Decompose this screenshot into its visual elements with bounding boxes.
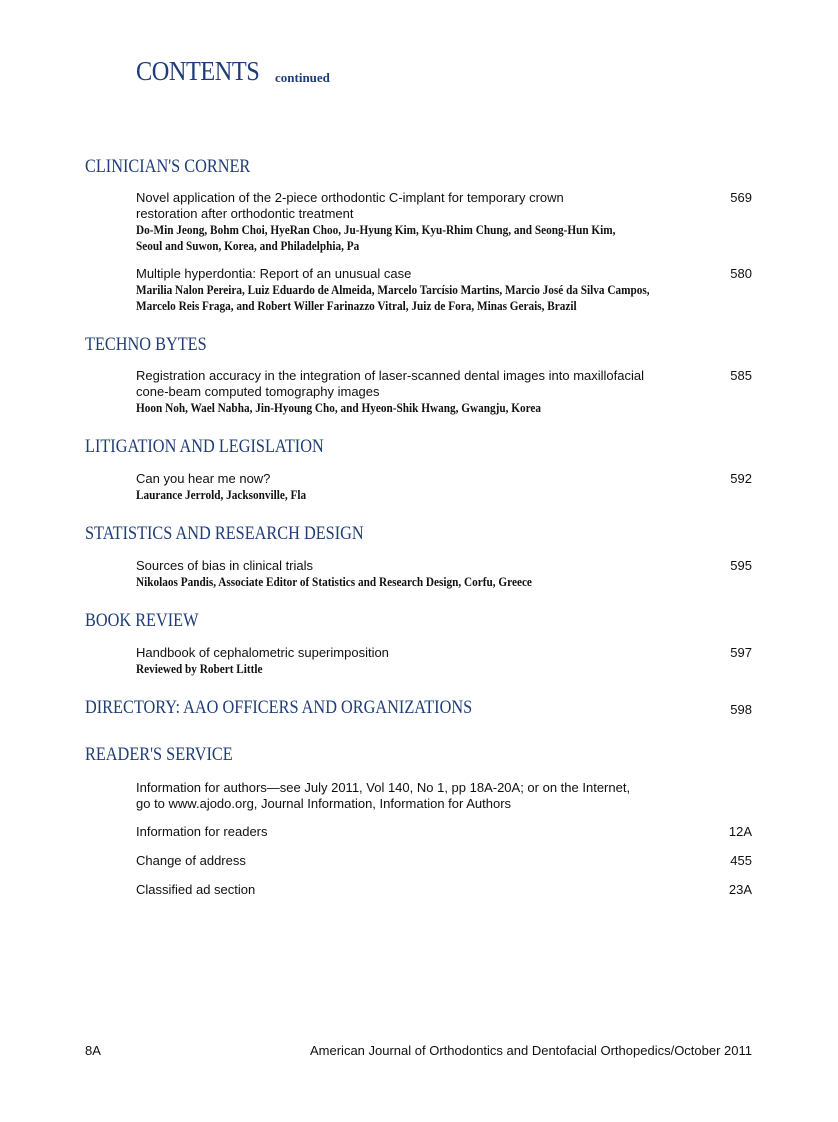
entry-title: Handbook of cephalometric superimposition bbox=[136, 645, 389, 660]
entry-authors: Reviewed by Robert Little bbox=[136, 662, 263, 676]
entry-title: Information for authors—see July 2011, Vol 140, No 1, pp 18A-20A; or on the Internet, bbox=[136, 780, 631, 795]
toc-entry bbox=[136, 853, 752, 869]
entry-authors: Marcelo Reis Fraga, and Robert Willer Farinazzo Vitral, Juiz de Fora, Minas Gerais, Brazil bbox=[136, 299, 577, 313]
entry-title: Registration accuracy in the integration of laser-scanned dental images into maxillofacial bbox=[136, 368, 644, 383]
section-heading: LITIGATION AND LEGISLATION bbox=[85, 437, 324, 457]
section-heading: TECHNO BYTES bbox=[85, 335, 207, 355]
toc-entry bbox=[136, 471, 752, 503]
page-number: 598 bbox=[730, 702, 752, 717]
section-heading: CLINICIAN'S CORNER bbox=[85, 157, 251, 177]
section-heading: DIRECTORY: AAO OFFICERS AND ORGANIZATIONS bbox=[85, 698, 473, 718]
entry-authors: Marilia Nalon Pereira, Luiz Eduardo de Almeida, Marcelo Tarcísio Martins, Marcio José da Silva Campos, bbox=[136, 283, 650, 297]
entry-authors: Nikolaos Pandis, Associate Editor of Statistics and Research Design, Corfu, Greece bbox=[136, 575, 532, 589]
page-number: 597 bbox=[730, 645, 752, 660]
page-number: 595 bbox=[730, 558, 752, 573]
entry-title: Information for readers bbox=[136, 824, 268, 839]
page-number: 592 bbox=[730, 471, 752, 486]
section-heading: BOOK REVIEW bbox=[85, 611, 199, 631]
toc-entry bbox=[136, 558, 752, 590]
toc-entry bbox=[136, 368, 752, 416]
page-number: 585 bbox=[730, 368, 752, 383]
entry-title: Novel application of the 2-piece orthodontic C-implant for temporary crown bbox=[136, 190, 564, 205]
toc-entry bbox=[136, 266, 752, 314]
toc-entry bbox=[136, 824, 752, 840]
toc-entry bbox=[136, 190, 752, 254]
entry-authors: Do-Min Jeong, Bohm Choi, HyeRan Choo, Ju-Hyung Kim, Kyu-Rhim Chung, and Seong-Hun Kim, bbox=[136, 223, 616, 237]
entry-title: Multiple hyperdontia: Report of an unusual case bbox=[136, 266, 412, 281]
entry-authors: Seoul and Suwon, Korea, and Philadelphia, Pa bbox=[136, 239, 360, 253]
entry-authors: Hoon Noh, Wael Nabha, Jin-Hyoung Cho, and Hyeon-Shik Hwang, Gwangju, Korea bbox=[136, 401, 541, 415]
entry-title: restoration after orthodontic treatment bbox=[136, 206, 354, 221]
footer-journal: American Journal of Orthodontics and Dentofacial Orthopedics/October 2011 bbox=[310, 1043, 752, 1058]
page-number: 12A bbox=[728, 824, 752, 839]
toc-entry bbox=[136, 780, 752, 812]
page-number: 23A bbox=[728, 882, 752, 897]
entry-authors: Laurance Jerrold, Jacksonville, Fla bbox=[136, 488, 307, 502]
page-title: CONTENTS bbox=[136, 56, 260, 86]
page-number: 580 bbox=[730, 266, 752, 281]
entry-title: cone-beam computed tomography images bbox=[136, 384, 380, 399]
entry-title: go to www.ajodo.org, Journal Information, Information for Authors bbox=[136, 796, 512, 811]
section-heading: STATISTICS AND RESEARCH DESIGN bbox=[85, 524, 364, 544]
toc-entry bbox=[136, 882, 752, 898]
entry-title: Classified ad section bbox=[136, 882, 256, 897]
page-number: 455 bbox=[730, 853, 752, 868]
footer-page-number: 8A bbox=[85, 1043, 101, 1058]
toc-entry bbox=[136, 645, 752, 677]
section-heading: READER'S SERVICE bbox=[85, 745, 233, 765]
entry-title: Sources of bias in clinical trials bbox=[136, 558, 314, 573]
entry-title: Can you hear me now? bbox=[136, 471, 271, 486]
page-subtitle: continued bbox=[275, 70, 330, 85]
entry-title: Change of address bbox=[136, 853, 246, 868]
page-number: 569 bbox=[730, 190, 752, 205]
